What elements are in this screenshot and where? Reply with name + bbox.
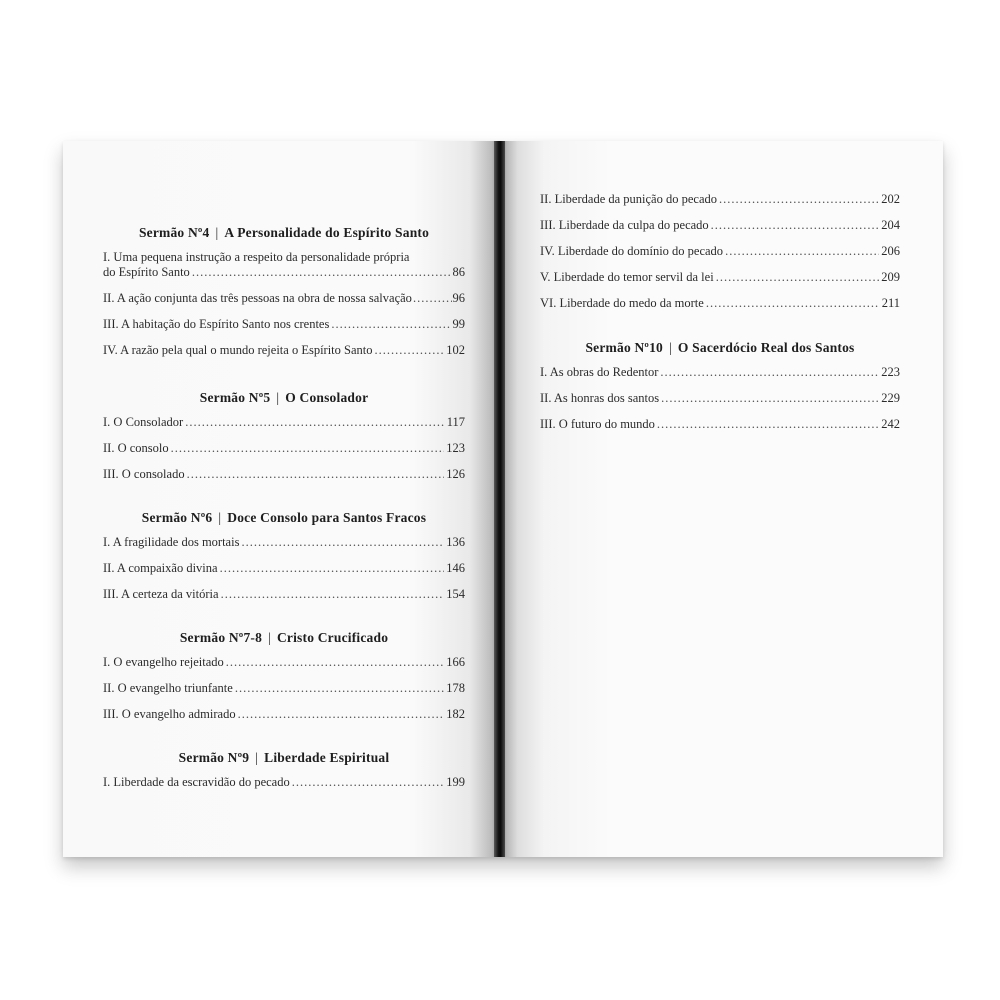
heading-separator: | <box>255 750 259 765</box>
dot-leader <box>413 291 452 306</box>
toc-entry-label: I. A fragilidade dos mortais <box>103 535 240 549</box>
toc-section-sermao-7-8 <box>103 630 465 733</box>
toc-entry <box>540 417 900 432</box>
toc-entry-page: 146 <box>446 561 465 575</box>
dot-leader <box>220 561 445 576</box>
toc-entry-label: III. Liberdade da culpa do pecado <box>540 218 709 232</box>
toc-entry <box>540 296 900 311</box>
dot-leader <box>235 681 444 696</box>
toc-entry-page: 223 <box>881 365 900 379</box>
sermon-title: A Personalidade do Espírito Santo <box>224 225 430 240</box>
dot-leader <box>292 775 445 790</box>
dot-leader <box>221 587 445 602</box>
sermon-title: Liberdade Espiritual <box>264 750 390 765</box>
toc-entry-page: 102 <box>446 343 465 357</box>
section-heading <box>103 390 465 406</box>
toc-entry-label: I. As obras do Redentor <box>540 365 659 379</box>
toc-entry <box>103 561 465 576</box>
toc-entry-page: 202 <box>881 192 900 206</box>
dot-leader <box>657 417 879 432</box>
toc-entry <box>103 707 465 722</box>
sermon-number: Sermão Nº6 <box>141 510 213 525</box>
toc-entry-label: IV. Liberdade do domínio do pecado <box>540 244 724 258</box>
sermon-title: Doce Consolo para Santos Fracos <box>227 510 427 525</box>
sermon-title: O Sacerdócio Real dos Santos <box>677 340 855 355</box>
toc-entry-label: III. O consolado <box>103 467 185 481</box>
toc-entry-label: IV. A razão pela qual o mundo rejeita o Espírito Santo <box>103 343 373 357</box>
toc-entry <box>103 587 465 602</box>
toc-entry-page: 154 <box>446 587 465 601</box>
dot-leader <box>375 343 445 358</box>
book-spine <box>494 141 505 857</box>
heading-separator: | <box>215 225 219 240</box>
dot-leader <box>331 317 450 332</box>
toc-entry-page: 206 <box>881 244 900 258</box>
left-page <box>63 141 500 857</box>
section-heading <box>103 750 465 766</box>
toc-entry-page: 211 <box>881 296 900 310</box>
dot-leader <box>725 244 879 259</box>
heading-separator: | <box>268 630 271 645</box>
toc-entry-page: 209 <box>881 270 900 284</box>
toc-entry <box>540 365 900 380</box>
sermon-number: Sermão Nº9 <box>178 750 250 765</box>
sermon-title: Cristo Crucificado <box>276 630 389 645</box>
dot-leader <box>711 218 880 233</box>
toc-entry-label: II. As honras dos santos <box>540 391 660 405</box>
toc-entry-page: 182 <box>446 707 465 721</box>
toc-section-sermao-6 <box>103 510 465 613</box>
dot-leader <box>185 415 445 430</box>
toc-entry <box>103 681 465 696</box>
toc-entry-label: II. O consolo <box>103 441 169 455</box>
dot-leader <box>238 707 445 722</box>
dot-leader <box>241 535 444 550</box>
dot-leader <box>171 441 445 456</box>
section-heading <box>103 510 465 526</box>
toc-entry-page: 136 <box>446 535 465 549</box>
toc-entry <box>103 775 465 790</box>
dot-leader <box>706 296 880 311</box>
toc-entry <box>103 441 465 456</box>
toc-entry <box>103 655 465 670</box>
toc-entry-page: 99 <box>452 317 465 331</box>
sermon-number: Sermão Nº10 <box>585 340 663 355</box>
toc-section-sermao-10 <box>540 340 900 443</box>
toc-entry-label: do Espírito Santo <box>103 265 190 279</box>
toc-entry-page: 126 <box>446 467 465 481</box>
dot-leader <box>187 467 445 482</box>
section-heading <box>103 630 465 646</box>
toc-section-sermao-9 <box>103 750 465 801</box>
open-book <box>63 141 943 857</box>
toc-entry <box>103 343 465 358</box>
toc-entry-label: I. O Consolador <box>103 415 184 429</box>
toc-entry-label: II. Liberdade da punição do pecado <box>540 192 718 206</box>
toc-entry-label: V. Liberdade do temor servil da lei <box>540 270 714 284</box>
toc-entry-label: I. O evangelho rejeitado <box>103 655 224 669</box>
toc-section-sermao-4 <box>103 225 465 369</box>
toc-entry-page: 166 <box>446 655 465 669</box>
toc-entry-label: II. A compaixão divina <box>103 561 218 575</box>
toc-entry <box>540 391 900 406</box>
toc-entry <box>103 467 465 482</box>
sermon-title: O Consolador <box>285 390 369 405</box>
toc-entry-page: 242 <box>881 417 900 431</box>
toc-entry <box>540 244 900 259</box>
heading-separator: | <box>218 510 222 525</box>
toc-entry-label: I. Liberdade da escravidão do pecado <box>103 775 290 789</box>
dot-leader <box>660 365 879 380</box>
dot-leader <box>719 192 879 207</box>
toc-entry <box>540 270 900 285</box>
section-heading <box>540 340 900 356</box>
heading-separator: | <box>669 340 672 355</box>
toc-entry-label: III. A certeza da vitória <box>103 587 219 601</box>
dot-leader <box>192 265 451 280</box>
toc-entry-page: 117 <box>446 415 465 429</box>
toc-entry-page: 123 <box>446 441 465 455</box>
toc-entry <box>540 192 900 207</box>
toc-entry <box>103 317 465 332</box>
toc-entry <box>103 415 465 430</box>
toc-entry-page: 178 <box>446 681 465 695</box>
dot-leader <box>226 655 444 670</box>
dot-leader <box>716 270 880 285</box>
toc-entry <box>103 535 465 550</box>
toc-entry <box>103 250 465 280</box>
dot-leader <box>661 391 879 406</box>
toc-entry-page: 204 <box>881 218 900 232</box>
sermon-number: Sermão Nº7-8 <box>179 630 263 645</box>
heading-separator: | <box>276 390 280 405</box>
section-heading <box>103 225 465 241</box>
sermon-number: Sermão Nº4 <box>138 225 210 240</box>
toc-entry-page: 199 <box>446 775 465 789</box>
toc-entry-page: 96 <box>452 291 465 305</box>
toc-entry-label: II. A ação conjunta das três pessoas na obra de nossa salvação <box>103 291 412 305</box>
toc-entry-label: III. O evangelho admirado <box>103 707 236 721</box>
toc-entry-page: 86 <box>452 265 465 279</box>
toc-section-sermao-9-continued <box>540 192 900 322</box>
sermon-number: Sermão Nº5 <box>199 390 271 405</box>
toc-entry-label: III. O futuro do mundo <box>540 417 655 431</box>
toc-section-sermao-5 <box>103 390 465 493</box>
toc-entry-page: 229 <box>881 391 900 405</box>
toc-entry-label: VI. Liberdade do medo da morte <box>540 296 704 310</box>
toc-entry-label: II. O evangelho triunfante <box>103 681 233 695</box>
toc-entry <box>103 291 465 306</box>
toc-entry <box>540 218 900 233</box>
toc-entry-label: III. A habitação do Espírito Santo nos crentes <box>103 317 330 331</box>
toc-entry-label-line1: I. Uma pequena instrução a respeito da personalidade própria <box>103 250 410 264</box>
right-page <box>500 141 943 857</box>
